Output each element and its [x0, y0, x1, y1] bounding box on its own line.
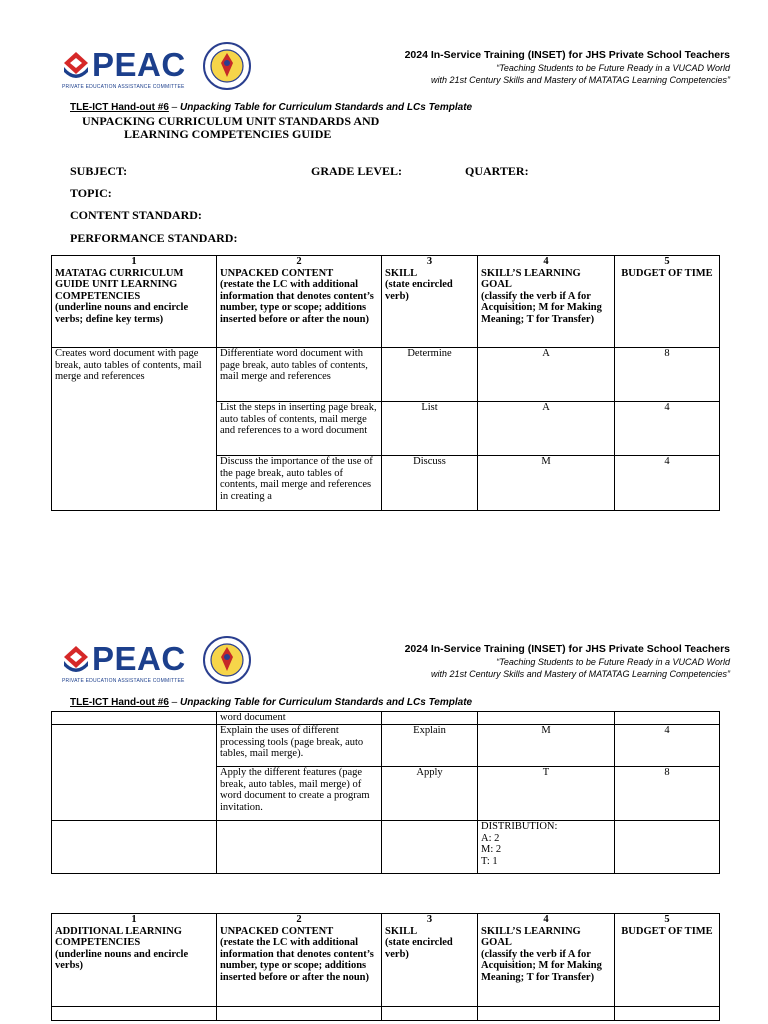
distribution-cell — [478, 821, 615, 874]
header-learning-goal: 4 SKILL’S LEARNING GOAL (classify the verb if A for Acquisition; M for Making Meaning; T for Transfer) — [478, 914, 615, 1007]
header-competencies: 1 MATATAG CURRICULUM GUIDE UNIT LEARNING COMPETENCIES (underline nouns and encircle verbs; define key terms) — [52, 256, 217, 348]
document-title-line-1: UNPACKING CURRICULUM UNIT STANDARDS AND — [82, 114, 380, 128]
logo-subtitle: PRIVATE EDUCATION ASSISTANCE COMMITTEE — [62, 84, 185, 90]
skill-cell: List — [382, 402, 478, 456]
goal-cell: M — [478, 725, 615, 767]
time-cell — [615, 712, 720, 725]
header-unpacked-content: 2 UNPACKED CONTENT (restate the LC with additional information that denotes content’s number, type or scope; additions inserted before or after the noun) — [217, 256, 382, 348]
peac-logo-icon — [62, 644, 90, 674]
deped-seal-icon — [202, 635, 252, 685]
training-tagline-2: with 21st Century Skills and Mastery of MATATAG Learning Competencies” — [431, 75, 730, 85]
training-tagline-1: “Teaching Students to be Future Ready in a VUCAD World — [496, 63, 730, 73]
time-cell: 8 — [615, 348, 720, 402]
distribution-row — [52, 821, 720, 874]
peac-logo — [62, 640, 202, 686]
training-title: 2024 In-Service Training (INSET) for JHS Private School Teachers — [404, 643, 730, 655]
distribution-label: DISTRIBUTION: — [481, 821, 558, 832]
header-budget-of-time: 5 BUDGET OF TIME — [615, 256, 720, 348]
handout-description: Unpacking Table for Curriculum Standards and LCs Template — [180, 697, 473, 708]
time-cell: 4 — [615, 456, 720, 511]
training-title: 2024 In-Service Training (INSET) for JHS Private School Teachers — [404, 49, 730, 61]
goal-cell — [478, 712, 615, 725]
goal-cell: M — [478, 456, 615, 511]
grade-level-label: GRADE LEVEL: — [311, 164, 403, 178]
table-row — [52, 725, 720, 767]
skill-cell — [382, 712, 478, 725]
training-header — [405, 642, 730, 680]
time-cell — [615, 821, 720, 874]
handout-title — [70, 102, 472, 114]
content-standard-label: CONTENT STANDARD: — [70, 208, 202, 222]
handout-separator: – — [168, 697, 181, 708]
unpacking-table — [51, 255, 720, 511]
peac-logo-icon — [62, 50, 90, 80]
handout-description: Unpacking Table for Curriculum Standards and LCs Template — [180, 102, 473, 113]
content-cell: Apply the different features (page break, auto tables, mail merge) of word document to create a program invitation. — [217, 767, 382, 821]
content-cell: word document — [217, 712, 382, 725]
logo-text: PEAC — [92, 46, 186, 83]
content-cell — [217, 821, 382, 874]
competency-cell — [52, 712, 217, 725]
skill-cell: Apply — [382, 767, 478, 821]
header-additional-competencies: 1 ADDITIONAL LEARNING COMPETENCIES (underline nouns and encircle verbs) — [52, 914, 217, 1007]
header-skill: 3 SKILL (state encircled verb) — [382, 914, 478, 1007]
goal-cell: A — [478, 402, 615, 456]
goal-cell: T — [478, 767, 615, 821]
peac-logo — [62, 46, 202, 92]
page-header — [0, 38, 768, 100]
goal-cell: A — [478, 348, 615, 402]
time-cell: 4 — [615, 725, 720, 767]
empty-cell — [615, 1007, 720, 1021]
topic-label: TOPIC: — [70, 186, 112, 200]
handout-separator: – — [168, 102, 181, 113]
training-tagline-1: “Teaching Students to be Future Ready in a VUCAD World — [496, 657, 730, 667]
competency-cell — [52, 725, 217, 821]
document-title-line-2: LEARNING COMPETENCIES GUIDE — [124, 127, 332, 141]
header-learning-goal: 4 SKILL’S LEARNING GOAL (classify the verb if A for Acquisition; M for Making Meaning; T for Transfer) — [478, 256, 615, 348]
empty-cell — [52, 1007, 217, 1021]
table-header-row — [52, 914, 720, 1007]
skill-cell: Explain — [382, 725, 478, 767]
skill-cell: Discuss — [382, 456, 478, 511]
time-cell: 4 — [615, 402, 720, 456]
table-row — [52, 348, 720, 402]
handout-label: TLE-ICT Hand-out #6 — [70, 102, 169, 113]
header-unpacked-content: 2 UNPACKED CONTENT (restate the LC with additional information that denotes content’s number, type or scope; additions inserted before or after the noun) — [217, 914, 382, 1007]
competency-cell — [52, 821, 217, 874]
content-cell: List the steps in inserting page break, auto tables of contents, mail merge and references to a word document — [217, 402, 382, 456]
unpacking-table-continued — [51, 711, 720, 874]
table-row — [52, 712, 720, 725]
table-header-row — [52, 256, 720, 348]
distribution-m: M: 2 — [481, 844, 502, 855]
training-header — [405, 48, 730, 86]
competency-cell: Creates word document with page break, auto tables of contents, mail merge and references — [52, 348, 217, 511]
skill-cell: Determine — [382, 348, 478, 402]
distribution-t: T: 1 — [481, 855, 498, 867]
content-cell: Differentiate word document with page break, auto tables of contents, mail merge and references — [217, 348, 382, 402]
content-cell: Discuss the importance of the use of the page break, auto tables of contents, mail merge and references in creating a — [217, 456, 382, 511]
handout-title — [70, 697, 472, 709]
header-skill: 3 SKILL (state encircled verb) — [382, 256, 478, 348]
distribution-a: A: 2 — [481, 832, 500, 844]
handout-label: TLE-ICT Hand-out #6 — [70, 697, 169, 708]
empty-cell — [382, 1007, 478, 1021]
skill-cell — [382, 821, 478, 874]
logo-subtitle: PRIVATE EDUCATION ASSISTANCE COMMITTEE — [62, 678, 185, 684]
additional-competencies-table — [51, 913, 720, 1021]
empty-cell — [217, 1007, 382, 1021]
table-row — [52, 1007, 720, 1021]
page-2-header — [0, 632, 768, 694]
time-cell: 8 — [615, 767, 720, 821]
subject-label: SUBJECT: — [70, 164, 128, 178]
performance-standard-label: PERFORMANCE STANDARD: — [70, 231, 238, 245]
empty-cell — [478, 1007, 615, 1021]
content-cell: Explain the uses of different processing tools (page break, auto tables, mail merge). — [217, 725, 382, 767]
logo-text: PEAC — [92, 640, 186, 677]
header-budget-of-time: 5 BUDGET OF TIME — [615, 914, 720, 1007]
deped-seal-icon — [202, 41, 252, 91]
training-tagline-2: with 21st Century Skills and Mastery of MATATAG Learning Competencies” — [431, 669, 730, 679]
document-title — [82, 115, 379, 141]
quarter-label: QUARTER: — [465, 164, 529, 178]
